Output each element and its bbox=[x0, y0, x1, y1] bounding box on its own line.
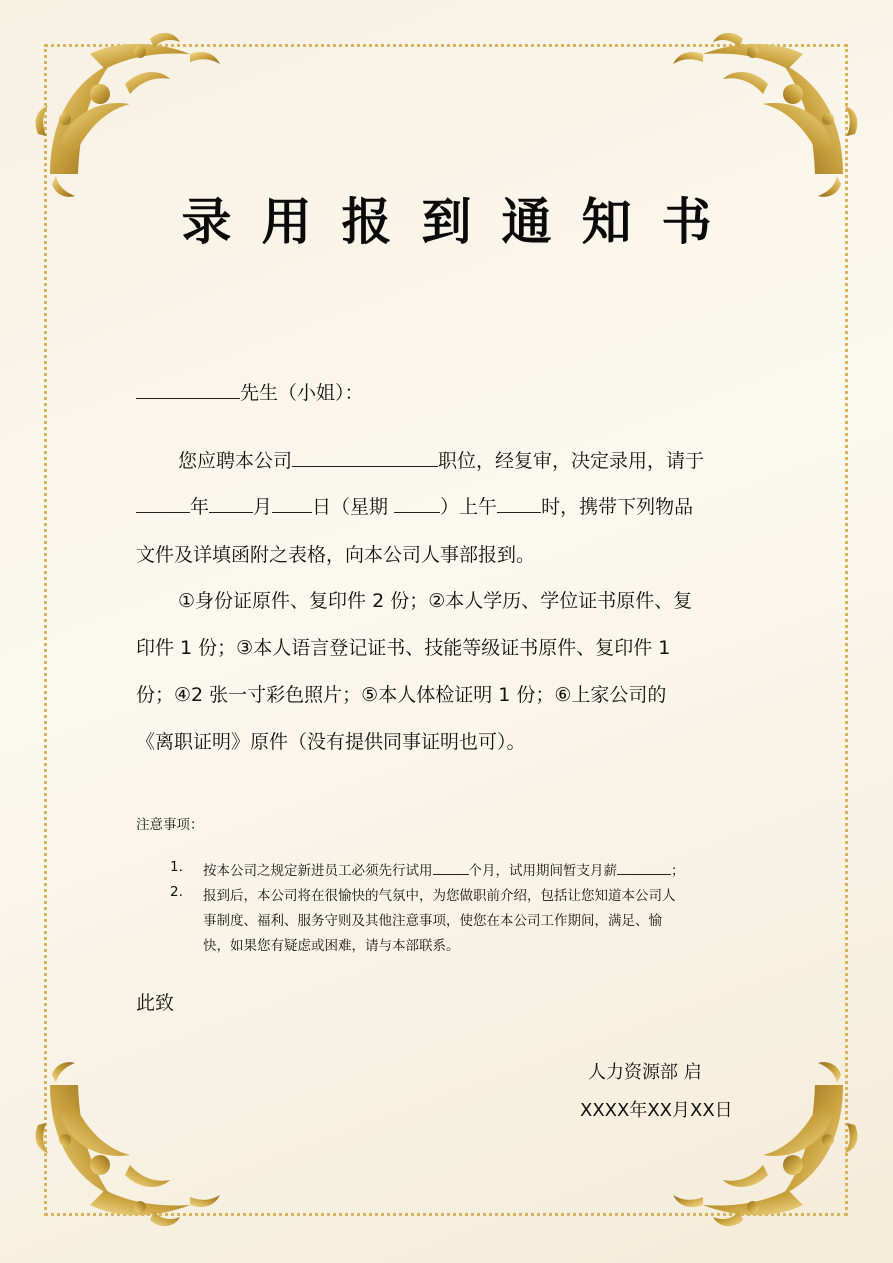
note-item-line: 事制度、福利、服务守则及其他注意事项，使您在本公司工作期间，满足、愉 bbox=[203, 913, 662, 929]
body-text: 您应聘本公司 bbox=[178, 450, 293, 472]
body-text: 日（星期 bbox=[312, 496, 389, 518]
closing-text: 此致 bbox=[136, 992, 175, 1014]
body-text: 时，携带下列物品 bbox=[541, 496, 694, 518]
body-paragraph-line bbox=[136, 492, 693, 519]
position-blank[interactable] bbox=[292, 448, 438, 467]
body-text: 职位，经复审，决定录用，请于 bbox=[438, 450, 705, 472]
signature-date: XXXX年XX月XX日 bbox=[580, 1100, 733, 1121]
body-text: ）上午 bbox=[440, 496, 498, 518]
body-text: 月 bbox=[253, 496, 273, 518]
note-text: 按本公司之规定新进员工必须先行试用 bbox=[203, 863, 433, 879]
year-blank[interactable] bbox=[136, 494, 190, 513]
weekday-blank[interactable] bbox=[394, 494, 440, 513]
note-text: 个月，试用期间暂支月薪 bbox=[468, 863, 617, 879]
note-number: 2. bbox=[170, 884, 183, 900]
note-item-line: 报到后，本公司将在很愉快的气氛中，为您做职前介绍，包括让您知道本公司人 bbox=[203, 888, 676, 904]
body-paragraph-line: 份；④2 张一寸彩色照片；⑤本人体检证明 1 份；⑥上家公司的 bbox=[136, 684, 667, 706]
document-title: 录用报到通知书 bbox=[181, 193, 742, 251]
body-paragraph-line bbox=[178, 446, 704, 473]
body-paragraph-line: 文件及详填函附之表格，向本公司人事部报到。 bbox=[136, 544, 536, 566]
day-blank[interactable] bbox=[272, 494, 312, 513]
salutation: 先生（小姐）： bbox=[240, 382, 364, 404]
body-text: 年 bbox=[190, 496, 210, 518]
note-item-line: 快，如果您有疑虑或困难，请与本部联系。 bbox=[203, 938, 460, 954]
note-item bbox=[203, 859, 685, 879]
salary-blank[interactable] bbox=[617, 861, 671, 875]
floral-corner-ornament-icon bbox=[663, 24, 863, 204]
hour-blank[interactable] bbox=[497, 494, 541, 513]
month-blank[interactable] bbox=[209, 494, 253, 513]
floral-corner-ornament-icon bbox=[30, 1055, 230, 1235]
trial-months-blank[interactable] bbox=[433, 861, 469, 875]
salutation-line bbox=[136, 378, 364, 405]
note-text: ； bbox=[671, 863, 685, 879]
floral-corner-ornament-icon bbox=[30, 24, 230, 204]
name-blank[interactable] bbox=[136, 380, 240, 399]
note-number: 1. bbox=[170, 859, 183, 875]
signature-department: 人力资源部 启 bbox=[588, 1062, 702, 1083]
notes-heading: 注意事项： bbox=[136, 817, 204, 833]
body-paragraph-line: 印件 1 份；③本人语言登记证书、技能等级证书原件、复印件 1 bbox=[136, 637, 671, 659]
body-paragraph-line: ①身份证原件、复印件 2 份；②本人学历、学位证书原件、复 bbox=[178, 590, 693, 612]
body-paragraph-line: 《离职证明》原件（没有提供同事证明也可）。 bbox=[136, 731, 526, 753]
